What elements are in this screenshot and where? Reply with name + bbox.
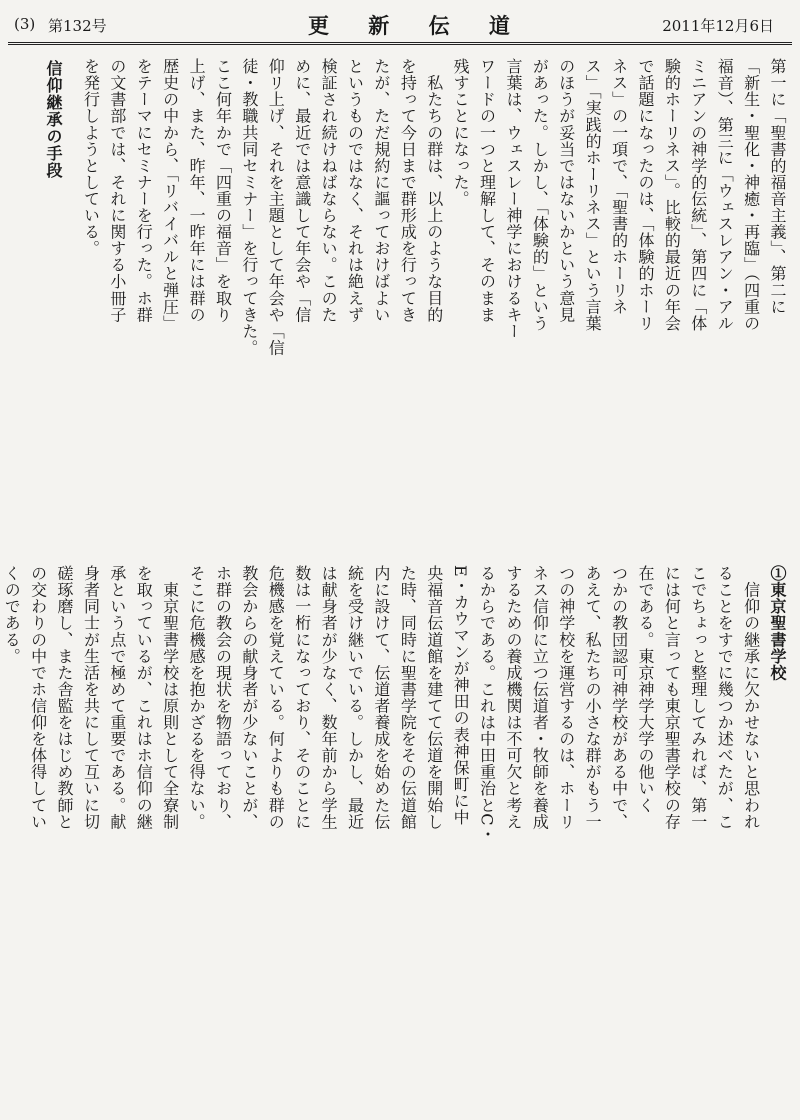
text-line: 私たちの群は、以上のような目的 xyxy=(424,58,444,323)
text-line: で話題になったのは、「体験的ホーリ xyxy=(635,58,655,332)
text-line: をテーマにセミナーを行った。ホ群 xyxy=(134,58,154,323)
text-line: 統を受け継いでいる。しかし、最近 xyxy=(345,565,365,830)
page-number: (3) xyxy=(14,15,36,33)
section-heading-transmission: 信仰継承の手段 xyxy=(44,60,63,179)
text-line: めに、最近では意識して年会や「信 xyxy=(292,58,312,323)
text-line: るからである。これは中田重治とC・ xyxy=(477,565,497,843)
text-line: 徒・教職共同セミナー」を行ってきた。 xyxy=(239,58,259,356)
text-line: 身者同士が生活を共にして互いに切 xyxy=(81,565,101,830)
text-line: 「新生・聖化・神癒・再臨」（四重の xyxy=(741,58,761,332)
issue-number: 第132号 xyxy=(48,17,107,35)
text-line: くのである。 xyxy=(2,565,22,665)
text-line: 信仰の継承に欠かせないと思われ xyxy=(741,565,761,830)
text-line: こでちょっと整理してみれば、第一 xyxy=(688,565,708,830)
text-line: の文書部では、それに関する小冊子 xyxy=(107,58,127,323)
text-line: 磋琢磨し、また舎監をはじめ教師と xyxy=(55,565,75,830)
text-line: ネス」の一項で、「聖書的ホーリネ xyxy=(609,58,629,315)
text-line: ス」「実践的ホーリネス」という言葉 xyxy=(583,58,603,332)
article-column-bible-school xyxy=(2,565,790,1105)
page-header xyxy=(8,6,792,45)
text-line: 上げ、また、昨年、一昨年には群の xyxy=(187,58,207,323)
text-line: 在である。東京神学大学の他いく xyxy=(635,565,655,814)
text-line: は献身者が少なく、数年前から学生 xyxy=(319,565,339,830)
text-line: 数は一桁になっており、そのことに xyxy=(292,565,312,830)
text-line: 危機感を覚えている。何よりも群の xyxy=(266,565,286,830)
text-line: つかの教団認可神学校がある中で、 xyxy=(609,565,629,830)
article-column-intro xyxy=(50,58,790,558)
text-line: つの神学校を運営するのは、ホーリ xyxy=(556,565,576,830)
text-line: 承という点で極めて重要である。献 xyxy=(107,565,127,830)
text-line: E・カウマンが神田の表神保町に中 xyxy=(451,565,471,826)
text-line: 央福音伝道館を建てて伝道を開始し xyxy=(424,565,444,830)
text-line: あえて、私たちの小さな群がもう一 xyxy=(583,565,603,830)
text-line: 言葉は、ウェスレー神学におけるキー xyxy=(503,58,523,340)
issue-date: 2011年12月6日 xyxy=(662,17,774,35)
text-line: 東京聖書学校は原則として全寮制 xyxy=(160,565,180,830)
text-line: 教会からの献身者が少ないことが、 xyxy=(239,565,259,830)
text-line: 仰リ上げ、それを主題として年会や「信 xyxy=(266,58,286,356)
paper-title: 更 新 伝 道 xyxy=(308,13,526,38)
text-line: の交わりの中でホ信仰を体得してい xyxy=(28,565,48,830)
text-line: ホ群の教会の現状を物語っており、 xyxy=(213,565,233,830)
text-line: 福音）、第三に「ウェスレアン・アル xyxy=(715,58,735,332)
text-line: ネス信仰に立つ伝道者・牧師を養成 xyxy=(530,565,550,830)
text-line: そこに危機感を抱かざるを得ない。 xyxy=(187,565,207,830)
text-line: たが、ただ規約に謳っておけばよい xyxy=(371,58,391,323)
subsection-title: ①東京聖書学校 xyxy=(768,565,787,681)
text-line: を持って今日まで群形成を行ってき xyxy=(398,58,418,323)
text-line: 残すことになった。 xyxy=(451,58,471,207)
text-line: を発行しようとしている。 xyxy=(81,58,101,257)
text-line: ワードの一つと理解して、そのまま xyxy=(477,58,497,323)
text-line: 歴史の中から、「リバイバルと弾圧」 xyxy=(160,58,180,332)
text-line: 検証され続けねばならない。このた xyxy=(319,58,339,323)
text-line: するための養成機関は不可欠と考え xyxy=(503,565,523,830)
text-line: があった。しかし、「体験的」という xyxy=(530,58,550,332)
text-line: た時、同時に聖書学院をその伝道館 xyxy=(398,565,418,830)
text-line: を取っているが、これはホ信仰の継 xyxy=(134,565,154,830)
text-line: のほうが妥当ではないかという意見 xyxy=(556,58,576,323)
text-line: ここ何年かで「四重の福音」を取り xyxy=(213,58,233,323)
text-line: というものではなく、それは絶えず xyxy=(345,58,365,323)
text-line: ミニアンの神学的伝統」、第四に「体 xyxy=(688,58,708,332)
text-line: ることをすでに幾つか述べたが、こ xyxy=(715,565,735,830)
text-line: 験的ホーリネス」。比較的最近の年会 xyxy=(662,58,682,332)
text-line: 第一に「聖書的福音主義」、第二に xyxy=(768,58,787,315)
text-line: 内に設けて、伝道者養成を始めた伝 xyxy=(371,565,391,830)
text-line: には何と言っても東京聖書学校の存 xyxy=(662,565,682,830)
